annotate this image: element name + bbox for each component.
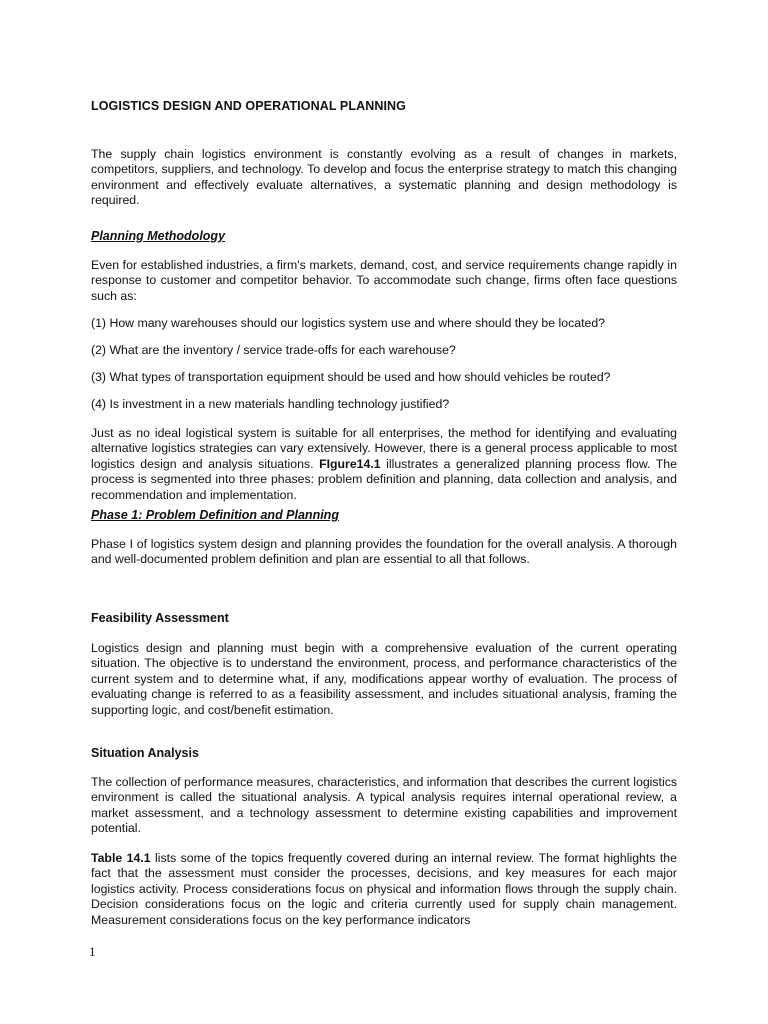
feasibility-assessment-heading: Feasibility Assessment (91, 611, 229, 625)
process-overview-paragraph (91, 426, 677, 503)
phase1-heading: Phase 1: Problem Definition and Planning (91, 508, 339, 522)
question-item-1: (1) How many warehouses should our logistics system use and where should they be located? (91, 316, 606, 330)
table-reference-text: lists some of the topics frequently covered during an internal review. The format highlights the fact that the assessment must consider the processes, decisions, and key measures for each major logistics activity. Process considerations focus on physical and information flows through the supply chain. Decision considerations focus on the logic and criteria currently used for supply chain management. Measurement considerations focus on the key performance indicators (91, 851, 677, 927)
process-overview-text-a: Just as no ideal logistical system is suitable for all enterprises, the method for identifying and evaluating alternative logistics strategies can vary extensively. However, there is a general process applicable to most logistics design and analysis situations. (91, 426, 677, 471)
page-number: 1 (89, 944, 96, 959)
situation-analysis-paragraph: The collection of performance measures, characteristics, and information that describes the current logistics environment is called the situational analysis. A typical analysis requires internal operational review, a market assessment, and a technology assessment to determine existing capabilities and improvement potential. (91, 775, 677, 836)
process-overview-text-b: illustrates a generalized planning process flow. The process is segmented into three phases: problem definition and planning, data collection and analysis, and recommendation and implementation. (91, 456, 677, 502)
table-reference-paragraph (91, 851, 677, 928)
table-reference: Table 14.1 (91, 851, 151, 865)
phase1-paragraph: Phase I of logistics system design and planning provides the foundation for the overall analysis. A thorough and well-documented problem definition and plan are essential to all that follows. (91, 537, 677, 567)
document-title: LOGISTICS DESIGN AND OPERATIONAL PLANNING (91, 99, 406, 113)
question-item-3: (3) What types of transportation equipment should be used and how should vehicles be routed? (91, 370, 611, 384)
planning-methodology-paragraph: Even for established industries, a firm's markets, demand, cost, and service requirements change rapidly in response to customer and competitor behavior. To accommodate such change, firms often face questions such as: (91, 258, 677, 303)
situation-analysis-heading: Situation Analysis (91, 746, 199, 760)
question-item-2: (2) What are the inventory / service trade-offs for each warehouse? (91, 343, 456, 357)
planning-methodology-heading: Planning Methodology (91, 229, 226, 243)
feasibility-assessment-paragraph: Logistics design and planning must begin with a comprehensive evaluation of the current operating situation. The objective is to understand the environment, process, and performance characteristics of the current system and to determine what, if any, modifications appear worthy of evaluation. The process of evaluating change is referred to as a feasibility assessment, and includes situational analysis, framing the supporting logic, and cost/benefit estimation. (91, 641, 677, 717)
intro-paragraph: The supply chain logistics environment is constantly evolving as a result of changes in markets, competitors, suppliers, and technology. To develop and focus the enterprise strategy to match this changing environment and effectively evaluate alternatives, a systematic planning and design methodology is required. (91, 147, 677, 208)
figure-reference: FIgure14.1 (319, 456, 381, 471)
question-item-4: (4) Is investment in a new materials handling technology justified? (91, 397, 450, 411)
